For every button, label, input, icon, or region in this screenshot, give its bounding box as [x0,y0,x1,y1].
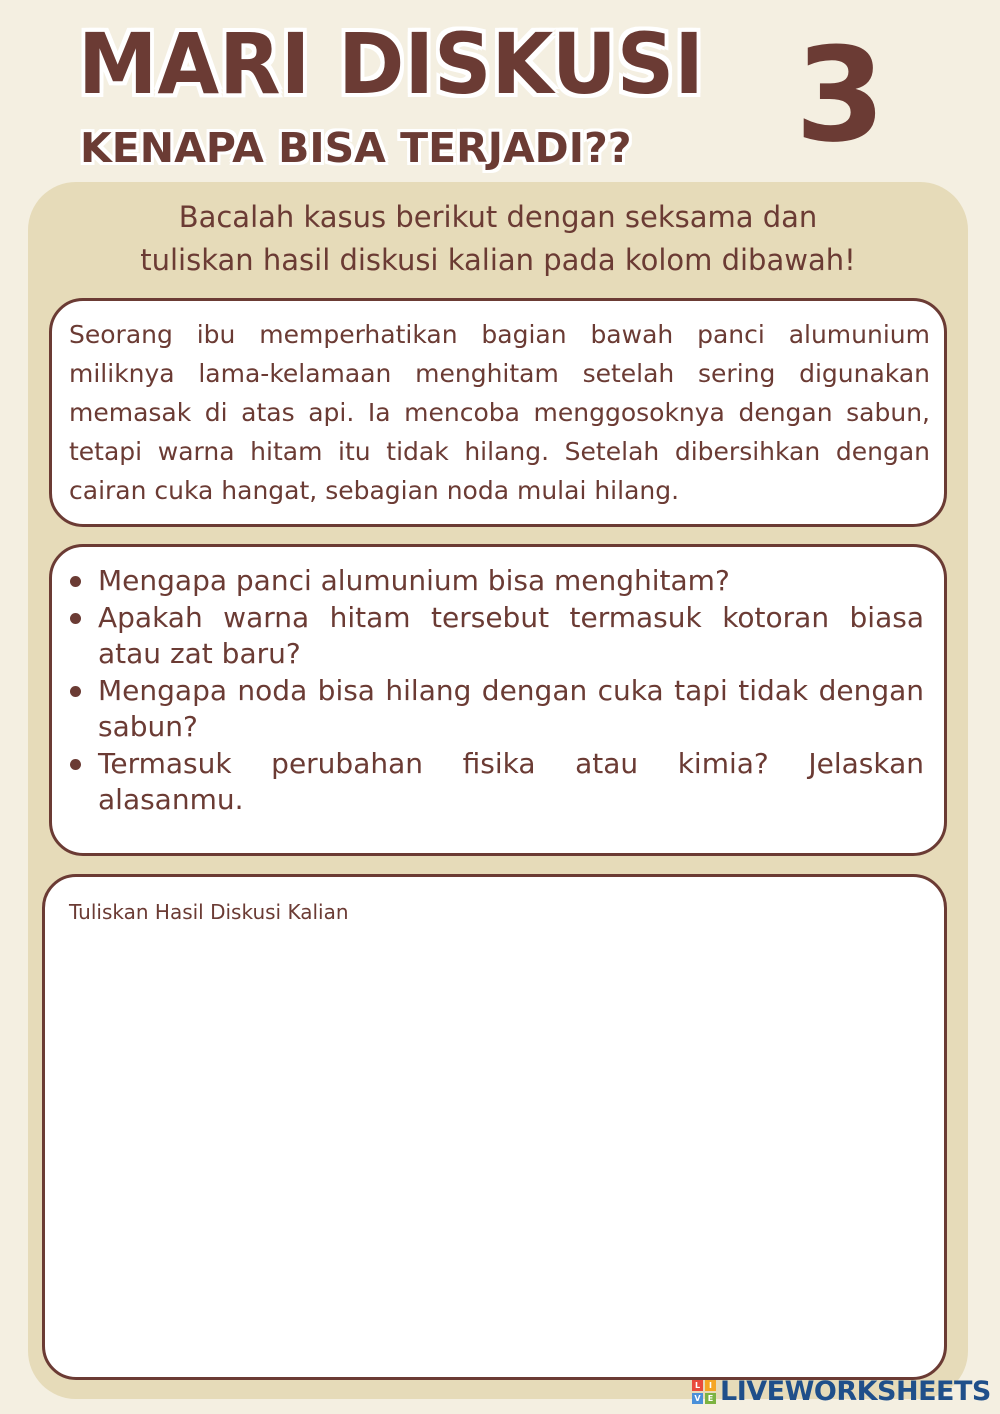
question-text: Mengapa panci alumunium bisa menghitam? [98,564,730,597]
bullet-icon [70,686,81,697]
question-item [66,600,924,673]
case-text: Seorang ibu memperhatikan bagian bawah panci alumunium miliknya lama-kelamaan menghitam setelah sering digunakan memasak di atas api. Ia mencoba menggosoknya dengan sabun, tetapi warna hitam itu tidak hilang. Setelah dibersihkan dengan cairan cuka hangat, sebagian noda mulai hilang. [69,320,930,505]
logo-letter: I [705,1380,716,1391]
answer-input[interactable] [63,935,927,1369]
question-text: Apakah warna hitam tersebut termasuk kotoran biasa atau zat baru? [98,600,924,670]
activity-number: 3 [795,19,886,171]
answer-label: Tuliskan Hasil Diskusi Kalian [69,900,349,924]
logo-letter: E [705,1393,716,1404]
question-text: Termasuk perubahan fisika atau kimia? Jelaskan alasanmu. [98,746,924,816]
question-item [66,563,924,600]
question-text: Mengapa noda bisa hilang dengan cuka tapi tidak dengan sabun? [98,673,924,743]
page-subtitle: KENAPA BISA TERJADI?? [80,124,632,172]
bullet-icon [70,576,81,587]
questions-list [66,563,924,819]
questions-card [49,544,947,856]
brand-text: LIVEWORKSHEETS [720,1376,991,1407]
liveworksheets-brand [692,1376,991,1407]
question-item [66,746,924,819]
case-card [49,298,947,527]
liveworksheets-logo-icon [692,1380,716,1404]
logo-letter: V [692,1393,703,1404]
answer-box [42,874,947,1380]
logo-letter: L [692,1380,703,1391]
instruction-text: Bacalah kasus berikut dengan seksama dan tuliskan hasil diskusi kalian pada kolom dibawah! [140,200,856,277]
page-title: MARI DISKUSI [78,15,704,113]
question-item [66,673,924,746]
bullet-icon [70,613,81,624]
bullet-icon [70,759,81,770]
